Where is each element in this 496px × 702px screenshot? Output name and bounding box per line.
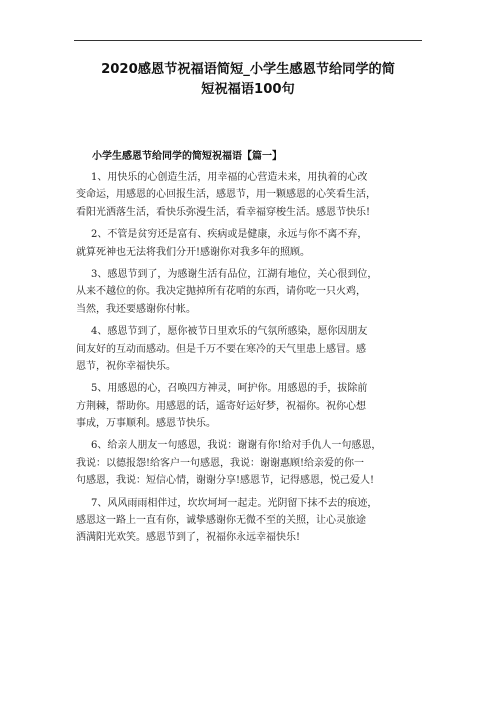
paragraph-2: [76, 226, 432, 261]
paragraph-line: 7、风风雨雨相伴过，坎坎坷坷一起走。光阴留下抹不去的痕迹，: [91, 497, 378, 509]
document-title-line: 2020感恩节祝福语简短_小学生感恩节给同学的简: [101, 62, 395, 77]
paragraph-3: [76, 266, 432, 318]
paragraph-line: 3、感恩节到了，为感谢生活有品位，江湖有地位，关心很到位，: [91, 268, 378, 280]
document-title: [74, 60, 422, 100]
header-rule: [74, 40, 422, 41]
paragraph-line: 变命运，用感恩的心回报生活，感恩节，用一颗感恩的心笑看生活，: [76, 189, 376, 201]
paragraph-line: 事成，万事顺利。感恩节快乐。: [76, 418, 216, 430]
paragraph-line: 4、感恩节到了，愿你被节日里欢乐的气氛所感染，愿你因朋友: [91, 326, 368, 338]
paragraph-line: 6、给亲人朋友一句感恩，我说：谢谢有你!给对手仇人一句感恩，: [91, 440, 382, 452]
paragraph-line: 看阳光洒落生活，看快乐弥漫生活，看幸福穿梭生活。感恩节快乐!: [76, 206, 371, 218]
paragraph-line: 我说：以德报怨!给客户一句感恩，我说：谢谢惠顾!给亲爱的你一: [76, 457, 365, 469]
paragraph-line: 感恩这一路上一直有你，诚挚感谢你无微不至的关照，让心灵旅途: [76, 515, 366, 527]
paragraph-line: 就算死神也无法将我们分开!感谢你对我多年的照顾。: [76, 246, 311, 258]
paragraph-line: 洒满阳光欢笑。感恩节到了，祝福你永远幸福快乐!: [76, 532, 301, 544]
paragraph-line: 方荆棘，帮助你。用感恩的话，遥寄好运好梦，祝福你。祝你心想: [76, 400, 366, 412]
paragraph-line: 当然，我还要感谢你付帐。: [76, 303, 196, 315]
document-title-line: 短祝福语100句: [201, 82, 295, 97]
paragraph-5: [76, 380, 432, 432]
paragraph-1: [76, 169, 432, 221]
paragraph-line: 1、用快乐的心创造生活，用幸福的心营造未来，用执着的心改: [91, 172, 368, 183]
paragraph-7: [76, 495, 432, 547]
paragraph-line: 2、不管是贫穷还是富有、疾病或是健康，永远与你不离不弃，: [91, 229, 368, 241]
paragraph-line: 间友好的互动而感动。但是千万不要在寒冷的天气里患上感冒。感: [76, 343, 366, 355]
section-heading: 小学生感恩节给同学的简短祝福语【篇一】: [92, 151, 282, 162]
paragraph-line: 句感恩，我说：短信心情，谢谢分享!感恩节，记得感恩，悦己爱人!: [76, 475, 375, 487]
paragraph-line: 恩节，祝你幸福快乐。: [76, 360, 176, 372]
document-body: [76, 169, 432, 552]
paragraph-6: [76, 437, 432, 489]
paragraph-line: 5、用感恩的心，召唤四方神灵，呵护你。用感恩的手，拔除前: [91, 383, 368, 395]
paragraph-line: 从来不越位的你。我决定抛掉所有花哨的东西，请你吃一只火鸡，: [76, 286, 366, 298]
paragraph-4: [76, 323, 432, 375]
